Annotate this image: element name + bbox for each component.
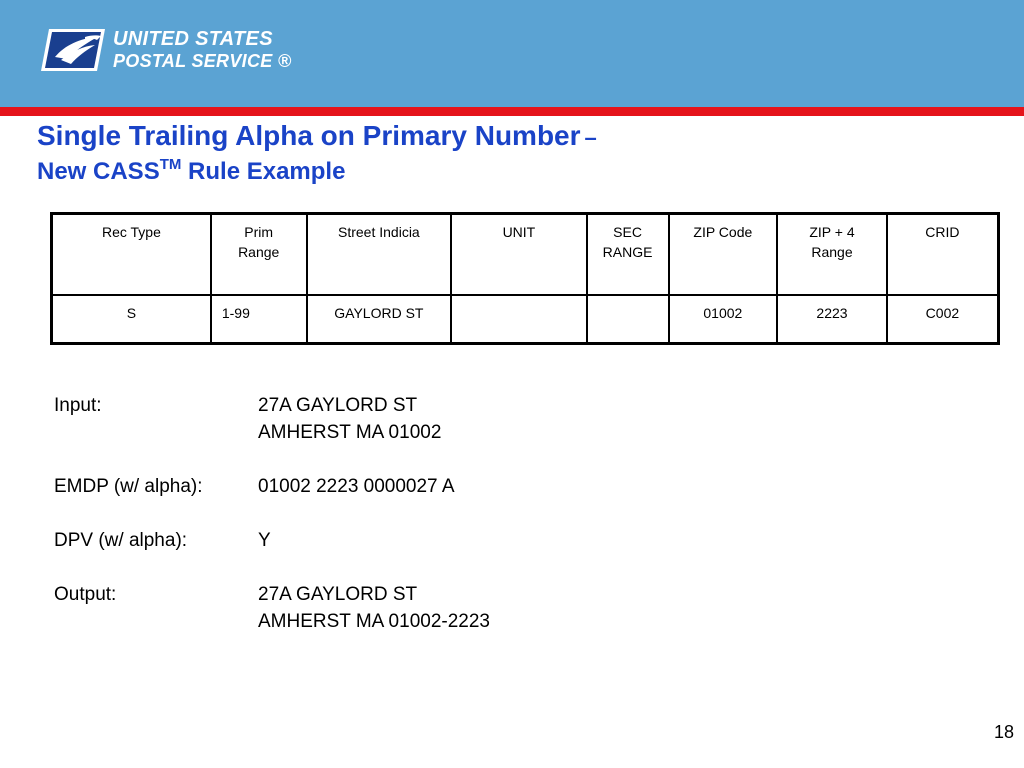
emdp-value: 01002 2223 0000027 A [258, 476, 455, 497]
cell-prim-range: 1-99 [211, 295, 307, 344]
cell-street-indicia: GAYLORD ST [307, 295, 452, 344]
output-line-1: 27A GAYLORD ST [258, 584, 418, 605]
output-label: Output: [54, 584, 117, 605]
title-trademark: TM [159, 156, 182, 173]
record-table [50, 212, 1000, 345]
cell-sec-range [587, 295, 669, 344]
cell-crid: C002 [887, 295, 999, 344]
dpv-label: DPV (w/ alpha): [54, 530, 188, 551]
title-line-1 [37, 119, 597, 155]
emdp-label: EMDP (w/ alpha): [54, 476, 203, 497]
input-label: Input: [54, 395, 102, 416]
cell-zip-code: 01002 [669, 295, 778, 344]
title-main: Single Trailing Alpha on Primary Number [37, 120, 581, 151]
output-row-2 [54, 608, 490, 635]
slide-title [37, 119, 597, 189]
header-rec-type: Rec Type [52, 214, 211, 296]
usps-wordmark [113, 28, 291, 72]
header-red-rule [0, 107, 1024, 116]
title-line-2 [37, 155, 597, 189]
header-zip-code: ZIP Code [669, 214, 778, 296]
input-line-1: 27A GAYLORD ST [258, 395, 418, 416]
output-row [54, 581, 490, 608]
input-row-2 [54, 419, 490, 446]
cell-zip4-range: 2223 [777, 295, 887, 344]
emdp-row [54, 473, 490, 500]
dpv-value: Y [258, 530, 271, 551]
cell-unit [451, 295, 586, 344]
table-row [52, 295, 999, 344]
header-crid: CRID [887, 214, 999, 296]
header-prim-range: Prim Range [211, 214, 307, 296]
header-zip4-range: ZIP + 4 Range [777, 214, 887, 296]
header-sec-range: SEC RANGE [587, 214, 669, 296]
logo-line-2: POSTAL SERVICE ® [113, 51, 292, 71]
table-header-row [52, 214, 999, 296]
title-dash: – [584, 125, 597, 150]
title-cass: New CASS [37, 158, 160, 185]
eagle-logo-icon [41, 27, 107, 73]
page-number: 18 [993, 722, 1014, 742]
logo-line-1: UNITED STATES [113, 28, 273, 50]
output-line-2: AMHERST MA 01002-2223 [258, 611, 490, 632]
usps-logo [41, 27, 291, 73]
cell-rec-type: S [52, 295, 211, 344]
header-street-indicia: Street Indicia [307, 214, 452, 296]
title-rule-example: Rule Example [181, 158, 346, 185]
input-line-2: AMHERST MA 01002 [258, 422, 442, 443]
input-row [54, 392, 490, 419]
address-details [54, 392, 490, 635]
dpv-row [54, 527, 490, 554]
header-unit: UNIT [451, 214, 586, 296]
